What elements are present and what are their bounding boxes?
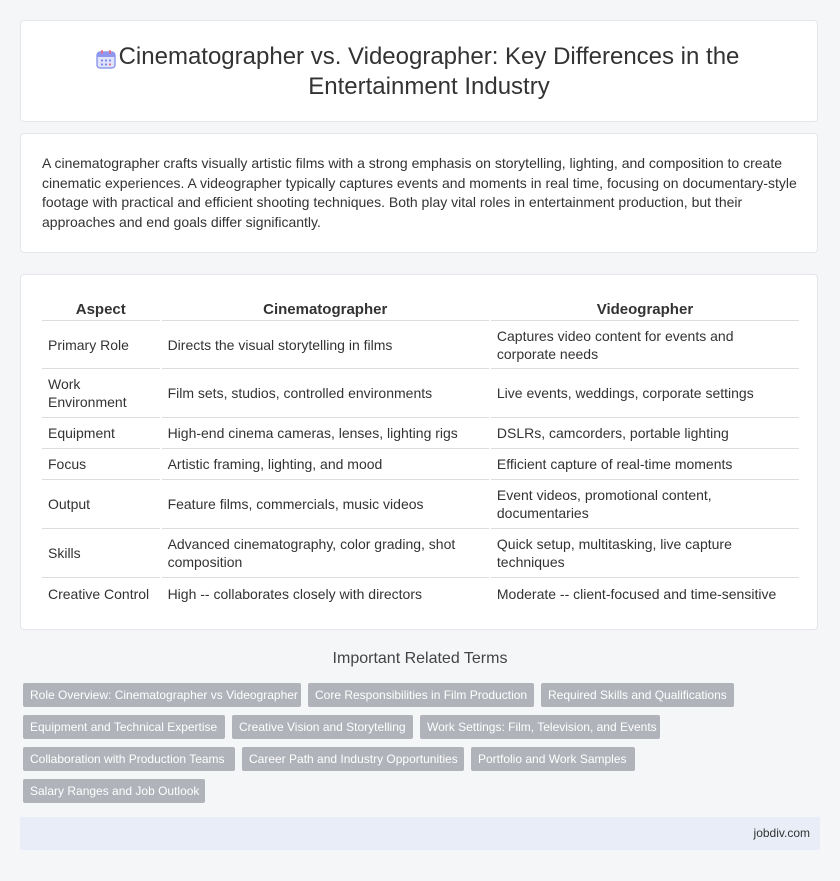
table-row (42, 369, 799, 418)
comparison-table (42, 296, 799, 609)
cell-cinematographer: Feature films, commercials, music videos (162, 480, 489, 529)
intro-card (20, 133, 818, 253)
cell-aspect: Output (42, 480, 160, 529)
page-title: Cinematographer vs. Videographer: Key Differences in the Entertainment Industry (118, 43, 740, 100)
cell-cinematographer: High-end cinema cameras, lenses, lighting rigs (162, 418, 489, 449)
related-term-tag[interactable]: Salary Ranges and Job Outlook (23, 779, 205, 803)
table-row (42, 578, 799, 609)
cell-aspect: Creative Control (48, 585, 150, 602)
related-term-tag[interactable]: Core Responsibilities in Film Production (308, 683, 534, 707)
table-row (42, 418, 799, 449)
cell-aspect: Primary Role (42, 321, 160, 369)
related-term-tag[interactable]: Career Path and Industry Opportunities (242, 747, 464, 771)
footer-site-link[interactable]: jobdiv.com (753, 826, 810, 840)
table-row (42, 480, 799, 529)
footer (20, 817, 820, 850)
cell-cinematographer: Directs the visual storytelling in films (162, 321, 489, 369)
related-terms-title: Important Related Terms (332, 650, 508, 667)
cell-aspect: Equipment (42, 418, 160, 449)
header-videographer: Videographer (491, 296, 799, 321)
related-term-tag[interactable]: Collaboration with Production Teams (23, 747, 235, 771)
cell-videographer: Live events, weddings, corporate settings (491, 369, 799, 418)
cell-aspect: Focus (42, 449, 160, 480)
table-row (42, 529, 799, 578)
cell-cinematographer: Artistic framing, lighting, and mood (162, 449, 489, 480)
related-term-tag[interactable]: Creative Vision and Storytelling (232, 715, 413, 739)
cell-videographer: Efficient capture of real-time moments (491, 449, 799, 480)
comparison-table-card (20, 274, 818, 630)
table-header-row (42, 296, 799, 321)
related-term-tag[interactable]: Required Skills and Qualifications (541, 683, 734, 707)
table-row (42, 321, 799, 369)
intro-paragraph: A cinematographer crafts visually artistic films with a strong emphasis on storytelling, lighting, and composition to create cinematic experiences. A videographer typically captures events and moments in real time, focusing on documentary-style footage with practical and efficient shooting techniques. Both play vital roles in entertainment production, but their approaches and end goals differ significantly. (42, 155, 797, 230)
related-term-tag[interactable]: Role Overview: Cinematographer vs Videographer (23, 683, 301, 707)
cell-aspect: Skills (42, 529, 160, 578)
table-row (42, 449, 799, 480)
cell-aspect: Work Environment (42, 369, 160, 418)
related-term-tag[interactable]: Work Settings: Film, Television, and Events (420, 715, 660, 739)
cell-cinematographer: High -- collaborates closely with directors (167, 585, 422, 602)
related-term-tag[interactable]: Portfolio and Work Samples (471, 747, 635, 771)
related-term-tag[interactable]: Equipment and Technical Expertise (23, 715, 225, 739)
header-card (20, 20, 818, 122)
cell-videographer: Quick setup, multitasking, live capture techniques (491, 529, 799, 578)
cell-videographer: Captures video content for events and corporate needs (491, 321, 799, 369)
header-aspect: Aspect (42, 296, 160, 321)
cell-cinematographer: Film sets, studios, controlled environments (162, 369, 489, 418)
header-cinematographer: Cinematographer (162, 296, 489, 321)
cell-videographer: Moderate -- client-focused and time-sensitive (496, 585, 777, 602)
cell-cinematographer: Advanced cinematography, color grading, shot composition (162, 529, 489, 578)
cell-videographer: DSLRs, camcorders, portable lighting (491, 418, 799, 449)
cell-videographer: Event videos, promotional content, documentaries (491, 480, 799, 529)
